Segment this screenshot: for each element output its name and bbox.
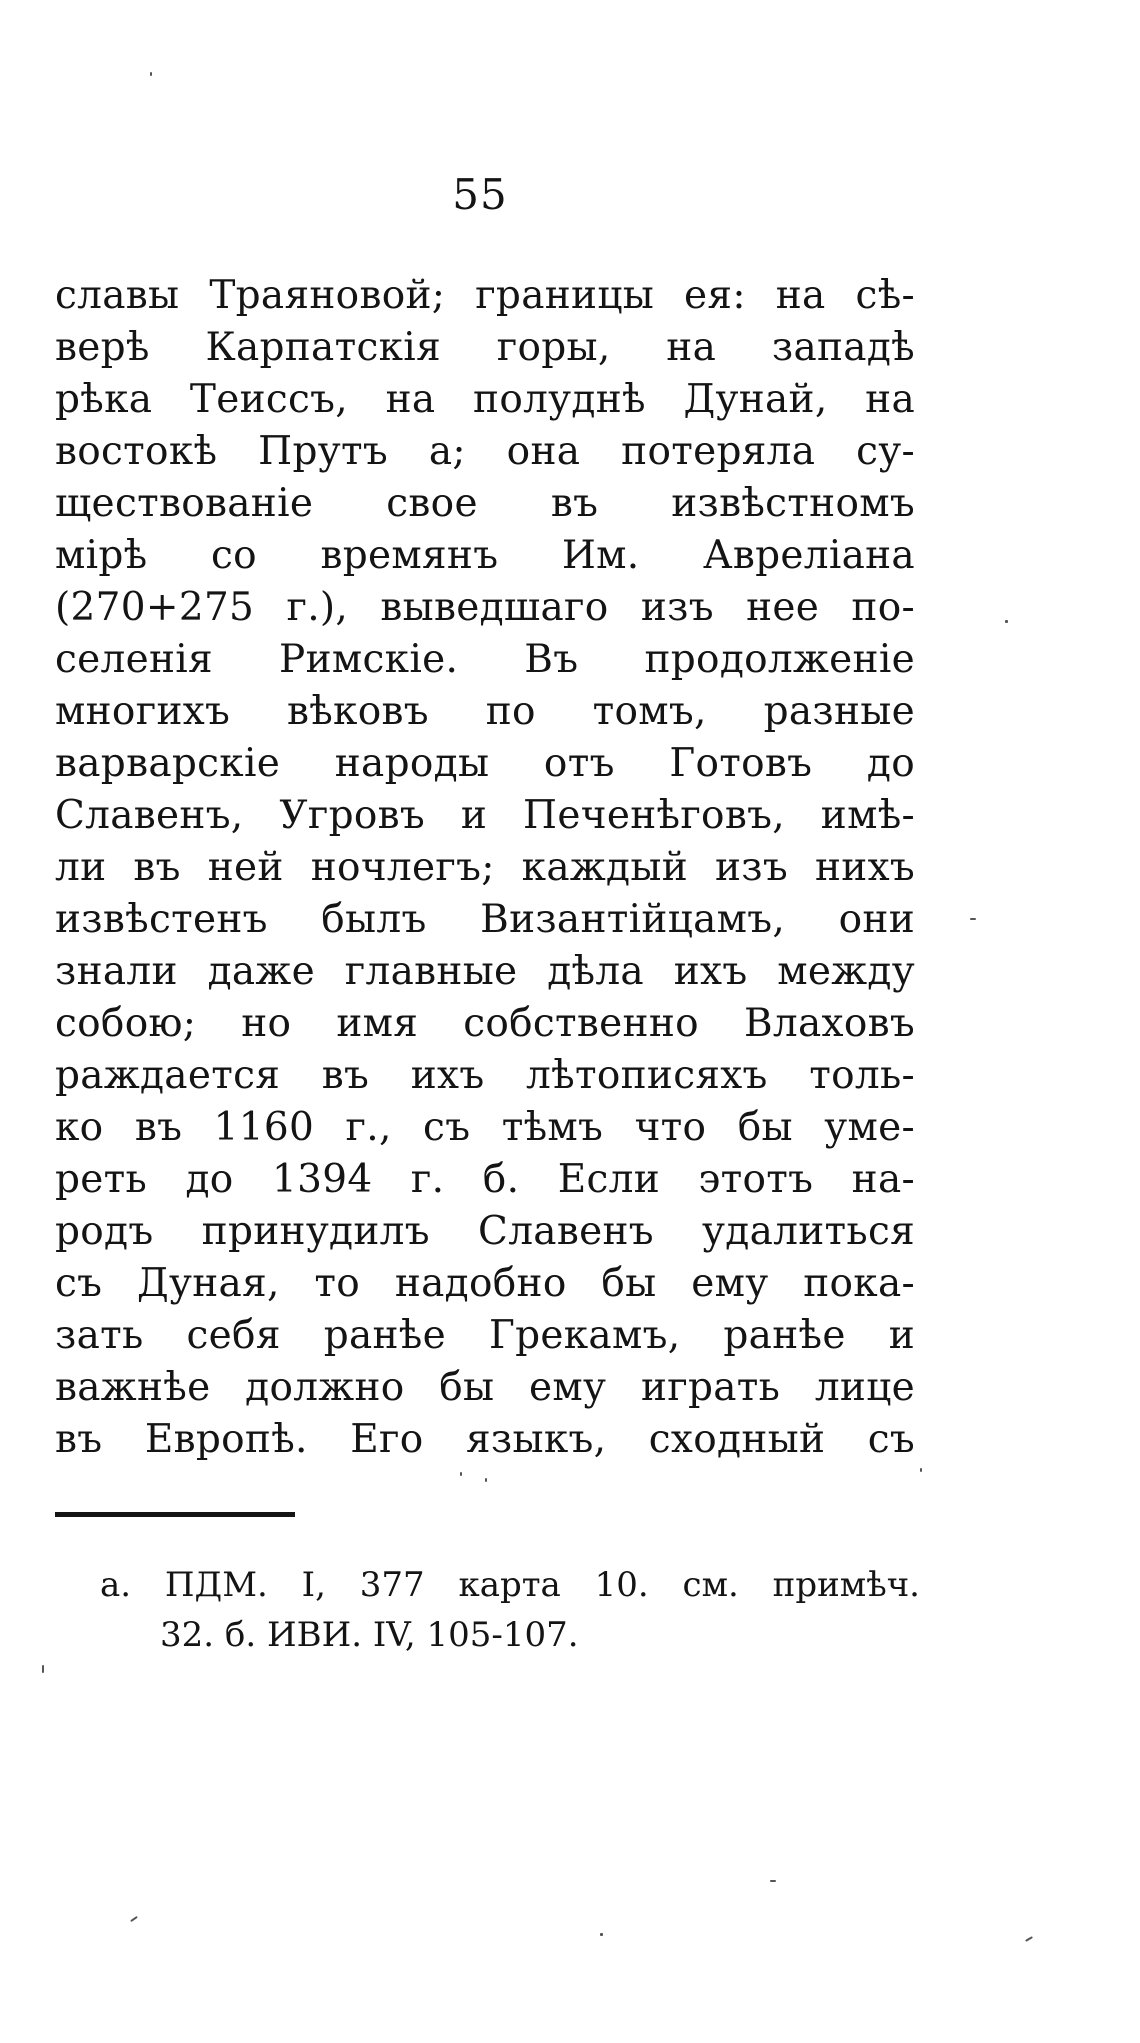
text-line: верѣ Карпатскія горы, на западѣ — [55, 325, 915, 370]
text-line: извѣстенъ былъ Византійцамъ, они — [55, 897, 915, 942]
footnote-line: 32. б. ИВИ. IV, 105-107. — [160, 1615, 579, 1655]
text-line: реть до 1394 г. б. Если этотъ на- — [55, 1157, 915, 1202]
text-line: раждается въ ихъ лѣтописяхъ толь- — [55, 1053, 915, 1098]
text-line: съ Дуная, то надобно бы ему пока- — [55, 1261, 915, 1306]
scan-speck — [485, 1478, 487, 1482]
text-line: варварскіе народы отъ Готовъ до — [55, 741, 915, 786]
scan-speck — [1025, 1936, 1033, 1942]
text-line: ко въ 1160 г., съ тѣмъ что бы уме- — [55, 1105, 915, 1150]
text-line: (270+275 г.), выведшаго изъ нее по- — [55, 585, 915, 630]
text-line: собою; но имя собственно Влаховъ — [55, 1001, 915, 1046]
text-line: многихъ вѣковъ по томъ, разные — [55, 689, 915, 734]
text-line: въ Европѣ. Его языкъ, сходный съ — [55, 1417, 915, 1462]
scan-speck — [970, 918, 976, 920]
text-line: селенія Римскіе. Въ продолженіе — [55, 637, 915, 682]
text-line: Славенъ, Угровъ и Печенѣговъ, имѣ- — [55, 793, 915, 838]
scan-speck — [1005, 620, 1008, 623]
footnote-line: a. ПДМ. I, 377 карта 10. см. примѣч. — [100, 1565, 920, 1605]
scan-speck — [920, 1468, 922, 1472]
scan-speck — [150, 72, 152, 76]
text-line: славы Траяновой; границы ея: на сѣ- — [55, 273, 915, 318]
text-line: ли въ ней ночлегъ; каждый изъ нихъ — [55, 845, 915, 890]
scan-speck — [130, 1916, 138, 1922]
scan-speck — [460, 1472, 462, 1476]
footnotes — [100, 1560, 920, 1660]
text-line: родъ принудилъ Славенъ удалиться — [55, 1209, 915, 1254]
page-number: 55 — [452, 170, 508, 219]
body-text — [55, 270, 915, 1466]
footnote-separator — [55, 1512, 295, 1517]
text-line: зать себя ранѣе Грекамъ, ранѣе и — [55, 1313, 915, 1358]
text-line: мірѣ со времянъ Им. Авреліана — [55, 533, 915, 578]
scan-speck — [42, 1665, 44, 1673]
scan-speck — [600, 1933, 603, 1936]
text-line: ществованіе свое въ извѣстномъ — [55, 481, 915, 526]
text-line: востокѣ Прутъ a; она потеряла су- — [55, 429, 915, 474]
text-line: важнѣе должно бы ему играть лице — [55, 1365, 915, 1410]
scan-speck — [770, 1880, 776, 1882]
text-line: рѣка Теиссъ, на полуднѣ Дунай, на — [55, 377, 915, 422]
text-line: знали даже главные дѣла ихъ между — [55, 949, 915, 994]
